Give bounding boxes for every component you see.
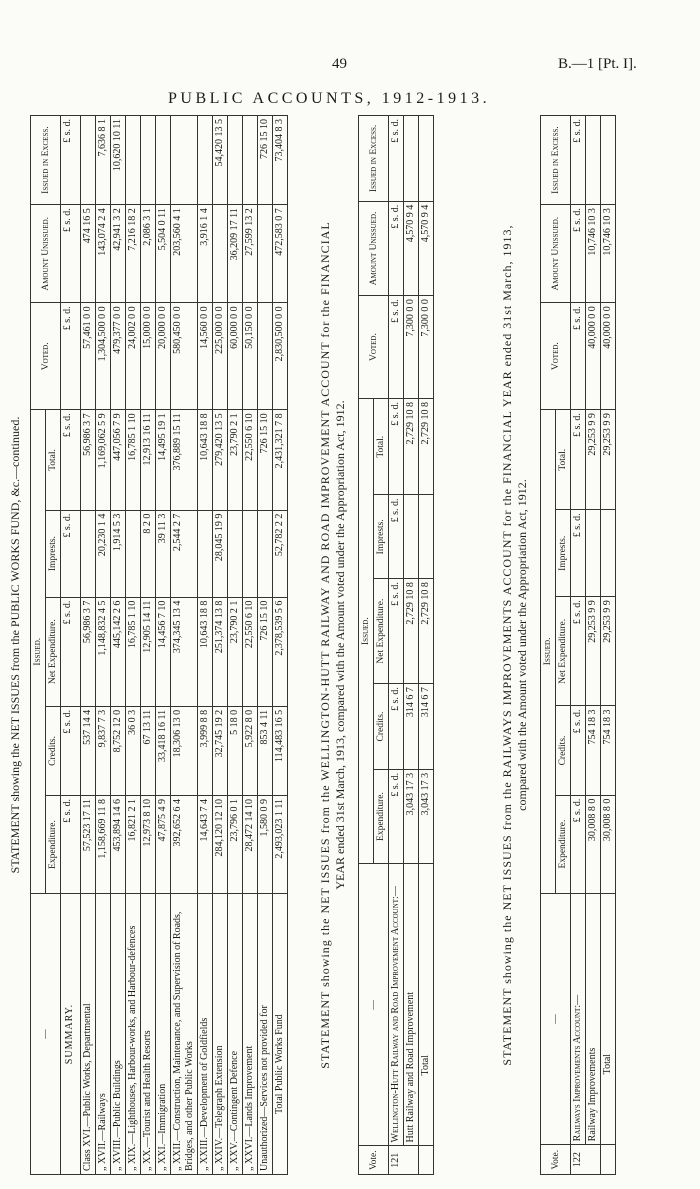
- expenditure-header: Expenditure.: [556, 795, 571, 893]
- total-cell: 2,729 10 8: [404, 399, 419, 495]
- row-label: „ XXII.—Construction, Maintenance, and Supervision of Roads, Bridges, and other Public Works: [171, 894, 198, 1175]
- units-label: £ s. d.: [389, 296, 404, 399]
- units-label: £ s. d.: [61, 796, 81, 894]
- expenditure-cell: 30,008 8 0: [601, 795, 616, 893]
- unissued-cell: 4,570 9 4: [419, 201, 434, 295]
- net-expenditure-cell: 374,345 13 4: [171, 597, 198, 706]
- page-title: PUBLIC ACCOUNTS, 1912-1913.: [168, 90, 491, 107]
- units-label: £ s. d.: [571, 205, 586, 303]
- total-cell: 56,986 3 7: [81, 410, 96, 510]
- total-cell: 22,550 6 10: [243, 410, 258, 510]
- unissued-cell: 3,916 1 4: [198, 205, 213, 303]
- table-row: [156, 116, 171, 1175]
- unissued-header: Amount Unissued.: [359, 201, 389, 295]
- credits-header: Credits.: [46, 706, 61, 795]
- total-cell: 279,420 13 5: [213, 410, 228, 510]
- expenditure-cell: 23,796 0 1: [228, 796, 243, 894]
- units-label: £ s. d.: [389, 201, 404, 295]
- credits-cell: 754 18 3: [601, 706, 616, 795]
- table-row: [586, 116, 601, 1175]
- table-row: [571, 116, 586, 1175]
- imprests-cell: 52,782 2 2: [273, 510, 288, 597]
- excess-cell: [243, 116, 258, 205]
- row-label: „ XXV.—Contingent Defence: [228, 894, 243, 1175]
- imprests-cell: 39 11 3: [156, 510, 171, 597]
- imprests-cell: [419, 495, 434, 579]
- voted-cell: 60,000 0 0: [228, 303, 243, 410]
- table-row: [126, 116, 141, 1175]
- imprests-cell: [81, 510, 96, 597]
- expenditure-cell: 1,580 0 9: [258, 796, 273, 894]
- expenditure-cell: 16,821 2 1: [126, 796, 141, 894]
- net-expenditure-cell: 2,729 10 8: [404, 579, 419, 684]
- issued-header: Issued.: [541, 410, 556, 893]
- total-cell: 12,913 16 11: [141, 410, 156, 510]
- expenditure-cell: 3,043 17 3: [419, 769, 434, 863]
- net-expenditure-cell: 2,378,539 5 6: [273, 597, 288, 706]
- expenditure-cell: 392,652 6 4: [171, 796, 198, 894]
- unissued-cell: [213, 205, 228, 303]
- imprests-cell: [198, 510, 213, 597]
- group-label: Wellington-Hutt Railway and Road Improvement Account:—: [389, 864, 404, 1146]
- units-label: £ s. d.: [389, 116, 404, 202]
- credits-cell: 36 0 3: [126, 706, 141, 795]
- total-cell: 29,253 9 9: [601, 410, 616, 510]
- net-expenditure-cell: 29,253 9 9: [601, 597, 616, 706]
- row-label: „ XXIII.—Development of Goldfields: [198, 894, 213, 1175]
- row-label: Hutt Railway and Road Improvement: [404, 864, 419, 1146]
- row-label: Unauthorized—Services not provided for: [258, 894, 273, 1175]
- voted-cell: 225,000 0 0: [213, 303, 228, 410]
- excess-cell: [228, 116, 243, 205]
- vote-header: Vote.: [359, 1146, 389, 1175]
- units-label: £ s. d.: [571, 597, 586, 706]
- section-title: STATEMENT showing the NET ISSUES from the WELLINGTON-HUTT RAILWAY AND ROAD IMPROVEMENT ACCOUNT for the FINANCIAL: [318, 221, 332, 1069]
- units-label: £ s. d.: [61, 706, 81, 795]
- total-cell: 14,495 19 1: [156, 410, 171, 510]
- expenditure-cell: 47,875 4 9: [156, 796, 171, 894]
- excess-cell: 73,404 8 3: [273, 116, 288, 205]
- rotated-page-body: [0, 115, 690, 1175]
- credits-cell: 3,999 8 8: [198, 706, 213, 795]
- excess-cell: [156, 116, 171, 205]
- issued-header: Issued.: [31, 410, 46, 894]
- table-row: [81, 116, 96, 1175]
- table-row: [404, 116, 419, 1175]
- unissued-cell: 143,074 2 4: [96, 205, 111, 303]
- voted-cell: 40,000 0 0: [601, 303, 616, 410]
- imprests-cell: 1,914 5 3: [111, 510, 126, 597]
- total-cell: 2,729 10 8: [419, 399, 434, 495]
- credits-cell: 114,483 16 5: [273, 706, 288, 795]
- row-label: Class XVI.—Public Works, Departmental: [81, 894, 96, 1175]
- units-label: £ s. d.: [571, 795, 586, 893]
- blank-column-header: —: [31, 894, 61, 1175]
- imprests-cell: [243, 510, 258, 597]
- voted-cell: 1,304,500 0 0: [96, 303, 111, 410]
- credits-cell: 5 18 0: [228, 706, 243, 795]
- imprests-cell: [126, 510, 141, 597]
- table-row: [228, 116, 243, 1175]
- net-expenditure-cell: 22,550 6 10: [243, 597, 258, 706]
- vote-number: [419, 1146, 434, 1175]
- unissued-header: Amount Unissued.: [541, 205, 571, 303]
- net-expenditure-header: Net Expenditure.: [374, 579, 389, 684]
- net-expenditure-cell: 23,790 2 1: [228, 597, 243, 706]
- excess-cell: [419, 116, 434, 202]
- net-expenditure-header: Net Expenditure.: [556, 597, 571, 706]
- excess-cell: [586, 116, 601, 205]
- credits-cell: 33,418 16 11: [156, 706, 171, 795]
- section-subtitle: YEAR ended 31st March, 1913, compared with the Amount voted under the Appropriation Act, 1912.: [333, 400, 347, 890]
- voted-cell: 14,560 0 0: [198, 303, 213, 410]
- voted-cell: 20,000 0 0: [156, 303, 171, 410]
- group-label: Railways Improvements Account:—: [571, 893, 586, 1145]
- expenditure-header: Expenditure.: [374, 769, 389, 863]
- unissued-cell: 2,086 3 1: [141, 205, 156, 303]
- imprests-header: Imprests.: [46, 510, 61, 597]
- vote-header: Vote.: [541, 1145, 571, 1175]
- unissued-cell: 36,209 17 11: [228, 205, 243, 303]
- public-works-summary-table: [30, 115, 288, 1175]
- total-cell: 726 15 10: [258, 410, 273, 510]
- unissued-cell: 7,216 18 2: [126, 205, 141, 303]
- net-expenditure-cell: 2,729 10 8: [419, 579, 434, 684]
- summary-heading: SUMMARY.: [61, 894, 81, 1175]
- section-title: STATEMENT showing the NET ISSUES from the RAILWAYS IMPROVEMENTS ACCOUNT for the FINANCIAL YEAR ended 31st March, 1913,: [500, 224, 514, 1066]
- table-row: [198, 116, 213, 1175]
- net-expenditure-cell: 12,905 14 11: [141, 597, 156, 706]
- row-label: „ XVII.—Railways: [96, 894, 111, 1175]
- net-expenditure-cell: 14,456 7 10: [156, 597, 171, 706]
- blank-column-header: —: [359, 864, 389, 1146]
- excess-cell: [141, 116, 156, 205]
- table-row: [243, 116, 258, 1175]
- total-header: Total.: [374, 399, 389, 495]
- net-expenditure-cell: 445,142 2 6: [111, 597, 126, 706]
- total-cell: 16,785 1 10: [126, 410, 141, 510]
- net-expenditure-cell: 10,643 18 8: [198, 597, 213, 706]
- credits-cell: 314 6 7: [404, 684, 419, 770]
- total-cell: 376,889 15 11: [171, 410, 198, 510]
- unissued-cell: 10,746 10 3: [586, 205, 601, 303]
- row-label: „ XIX.—Lighthouses, Harbour-works, and Harbour-defences: [126, 894, 141, 1175]
- imprests-cell: 20,230 1 4: [96, 510, 111, 597]
- expenditure-cell: 30,008 8 0: [586, 795, 601, 893]
- unissued-cell: 27,599 13 2: [243, 205, 258, 303]
- voted-cell: [258, 303, 273, 410]
- voted-cell: 479,377 0 0: [111, 303, 126, 410]
- expenditure-cell: 3,043 17 3: [404, 769, 419, 863]
- excess-header: Issued in Excess.: [31, 116, 61, 205]
- total-cell: 23,790 2 1: [228, 410, 243, 510]
- expenditure-cell: 12,973 8 10: [141, 796, 156, 894]
- imprests-cell: [404, 495, 419, 579]
- units-label: £ s. d.: [389, 579, 404, 684]
- units-label: £ s. d.: [61, 510, 81, 597]
- units-label: £ s. d.: [571, 510, 586, 597]
- row-label: „ XVIII.—Public Buildings: [111, 894, 126, 1175]
- excess-cell: 7,636 8 1: [96, 116, 111, 205]
- total-cell: 2,431,321 7 8: [273, 410, 288, 510]
- units-label: £ s. d.: [571, 303, 586, 410]
- units-label: £ s. d.: [61, 410, 81, 510]
- units-label: £ s. d.: [571, 706, 586, 795]
- vote-number: 122: [571, 1145, 601, 1175]
- table-row: [141, 116, 156, 1175]
- units-label: £ s. d.: [571, 410, 586, 510]
- units-label: £ s. d.: [61, 205, 81, 303]
- row-label: Total: [601, 893, 616, 1145]
- expenditure-cell: 453,894 14 6: [111, 796, 126, 894]
- vote-number: 121: [389, 1146, 419, 1175]
- expenditure-cell: 2,493,023 1 11: [273, 796, 288, 894]
- issued-header: Issued.: [359, 399, 374, 864]
- wellington-hutt-table: [358, 115, 434, 1175]
- credits-cell: 537 14 4: [81, 706, 96, 795]
- excess-header: Issued in Excess.: [541, 116, 571, 205]
- excess-cell: [404, 116, 419, 202]
- section-subtitle: compared with the Amount voted under the Appropriation Act, 1912.: [515, 479, 529, 811]
- unissued-cell: 203,560 4 1: [171, 205, 198, 303]
- units-label: £ s. d.: [61, 597, 81, 706]
- expenditure-cell: 14,643 7 4: [198, 796, 213, 894]
- imprests-cell: [228, 510, 243, 597]
- unissued-cell: [258, 205, 273, 303]
- railways-improvements-table: [540, 115, 616, 1175]
- row-label: Railway Improvements: [586, 893, 601, 1145]
- row-label: „ XXIV.—Telegraph Extension: [213, 894, 228, 1175]
- excess-header: Issued in Excess.: [359, 116, 389, 202]
- excess-cell: [81, 116, 96, 205]
- vote-number: [601, 1145, 616, 1175]
- unissued-cell: 5,504 0 11: [156, 205, 171, 303]
- excess-cell: [126, 116, 141, 205]
- blank-column-header: —: [541, 893, 571, 1145]
- total-header: Total.: [556, 410, 571, 510]
- excess-cell: 726 15 10: [258, 116, 273, 205]
- credits-cell: 32,745 19 2: [213, 706, 228, 795]
- page-number: 49: [332, 56, 347, 72]
- row-label: „ XX.—Tourist and Health Resorts: [141, 894, 156, 1175]
- units-label: £ s. d.: [389, 684, 404, 770]
- imprests-cell: [258, 510, 273, 597]
- net-expenditure-cell: 29,253 9 9: [586, 597, 601, 706]
- total-row: [601, 116, 616, 1175]
- table-row: [258, 116, 273, 1175]
- units-label: £ s. d.: [61, 116, 81, 205]
- total-row: [273, 116, 288, 1175]
- imprests-cell: [601, 510, 616, 597]
- section-title: STATEMENT showing the NET ISSUES from the PUBLIC WORKS FUND, &c.—continued.: [8, 416, 22, 874]
- units-label: £ s. d.: [61, 303, 81, 410]
- voted-cell: 15,000 0 0: [141, 303, 156, 410]
- expenditure-cell: 57,523 17 11: [81, 796, 96, 894]
- credits-header: Credits.: [556, 706, 571, 795]
- voted-cell: 57,461 0 0: [81, 303, 96, 410]
- row-label: „ XXVI.—Lands Improvement: [243, 894, 258, 1175]
- imprests-cell: 8 2 0: [141, 510, 156, 597]
- credits-cell: 853 4 11: [258, 706, 273, 795]
- row-label: „ XXI.—Immigration: [156, 894, 171, 1175]
- credits-cell: 18,306 13 0: [171, 706, 198, 795]
- table-row: [389, 116, 404, 1175]
- net-expenditure-header: Net Expenditure.: [46, 597, 61, 706]
- excess-cell: [171, 116, 198, 205]
- voted-cell: 7,300 0 0: [404, 296, 419, 399]
- voted-cell: 580,450 0 0: [171, 303, 198, 410]
- excess-cell: [601, 116, 616, 205]
- total-header: Total.: [46, 410, 61, 510]
- row-label: Total: [419, 864, 434, 1146]
- credits-cell: 314 6 7: [419, 684, 434, 770]
- net-expenditure-cell: 56,986 3 7: [81, 597, 96, 706]
- imprests-cell: [586, 510, 601, 597]
- total-cell: 1,169,062 5 9: [96, 410, 111, 510]
- expenditure-header: Expenditure.: [46, 796, 61, 894]
- net-expenditure-cell: 726 15 10: [258, 597, 273, 706]
- unissued-cell: 10,746 10 3: [601, 205, 616, 303]
- document-reference: B.—1 [Pt. I].: [558, 56, 637, 72]
- voted-cell: 50,150 0 0: [243, 303, 258, 410]
- units-label: £ s. d.: [389, 495, 404, 579]
- units-label: £ s. d.: [571, 116, 586, 205]
- table-row: [96, 116, 111, 1175]
- unissued-cell: 4,570 9 4: [404, 201, 419, 295]
- net-expenditure-cell: 251,374 13 8: [213, 597, 228, 706]
- imprests-cell: 28,045 19 9: [213, 510, 228, 597]
- total-cell: 447,056 7 9: [111, 410, 126, 510]
- voted-cell: 7,300 0 0: [419, 296, 434, 399]
- excess-cell: [198, 116, 213, 205]
- voted-cell: 2,830,500 0 0: [273, 303, 288, 410]
- credits-cell: 754 18 3: [586, 706, 601, 795]
- credits-cell: 9,837 7 3: [96, 706, 111, 795]
- table-row: [111, 116, 126, 1175]
- total-cell: 10,643 18 8: [198, 410, 213, 510]
- credits-cell: 8,752 12 0: [111, 706, 126, 795]
- voted-header: Voted.: [31, 303, 61, 410]
- imprests-cell: 2,544 2 7: [171, 510, 198, 597]
- excess-cell: 54,420 13 5: [213, 116, 228, 205]
- excess-cell: 10,620 10 11: [111, 116, 126, 205]
- table-row: [213, 116, 228, 1175]
- imprests-header: Imprests.: [556, 510, 571, 597]
- unissued-cell: 474 16 5: [81, 205, 96, 303]
- unissued-header: Amount Unissued.: [31, 205, 61, 303]
- units-label: £ s. d.: [389, 769, 404, 863]
- expenditure-cell: 284,120 12 10: [213, 796, 228, 894]
- row-label: Total Public Works Fund: [273, 894, 288, 1175]
- total-row: [419, 116, 434, 1175]
- credits-header: Credits.: [374, 684, 389, 770]
- imprests-header: Imprests.: [374, 495, 389, 579]
- voted-cell: 40,000 0 0: [586, 303, 601, 410]
- voted-cell: 24,002 0 0: [126, 303, 141, 410]
- credits-cell: 67 13 11: [141, 706, 156, 795]
- total-cell: 29,253 9 9: [586, 410, 601, 510]
- voted-header: Voted.: [541, 303, 571, 410]
- unissued-cell: 42,941 3 2: [111, 205, 126, 303]
- expenditure-cell: 1,158,669 11 8: [96, 796, 111, 894]
- net-expenditure-cell: 16,785 1 10: [126, 597, 141, 706]
- table-row: [171, 116, 198, 1175]
- voted-header: Voted.: [359, 296, 389, 399]
- net-expenditure-cell: 1,148,832 4 5: [96, 597, 111, 706]
- units-label: £ s. d.: [389, 399, 404, 495]
- unissued-cell: 472,583 0 7: [273, 205, 288, 303]
- expenditure-cell: 28,472 14 10: [243, 796, 258, 894]
- credits-cell: 5,922 8 0: [243, 706, 258, 795]
